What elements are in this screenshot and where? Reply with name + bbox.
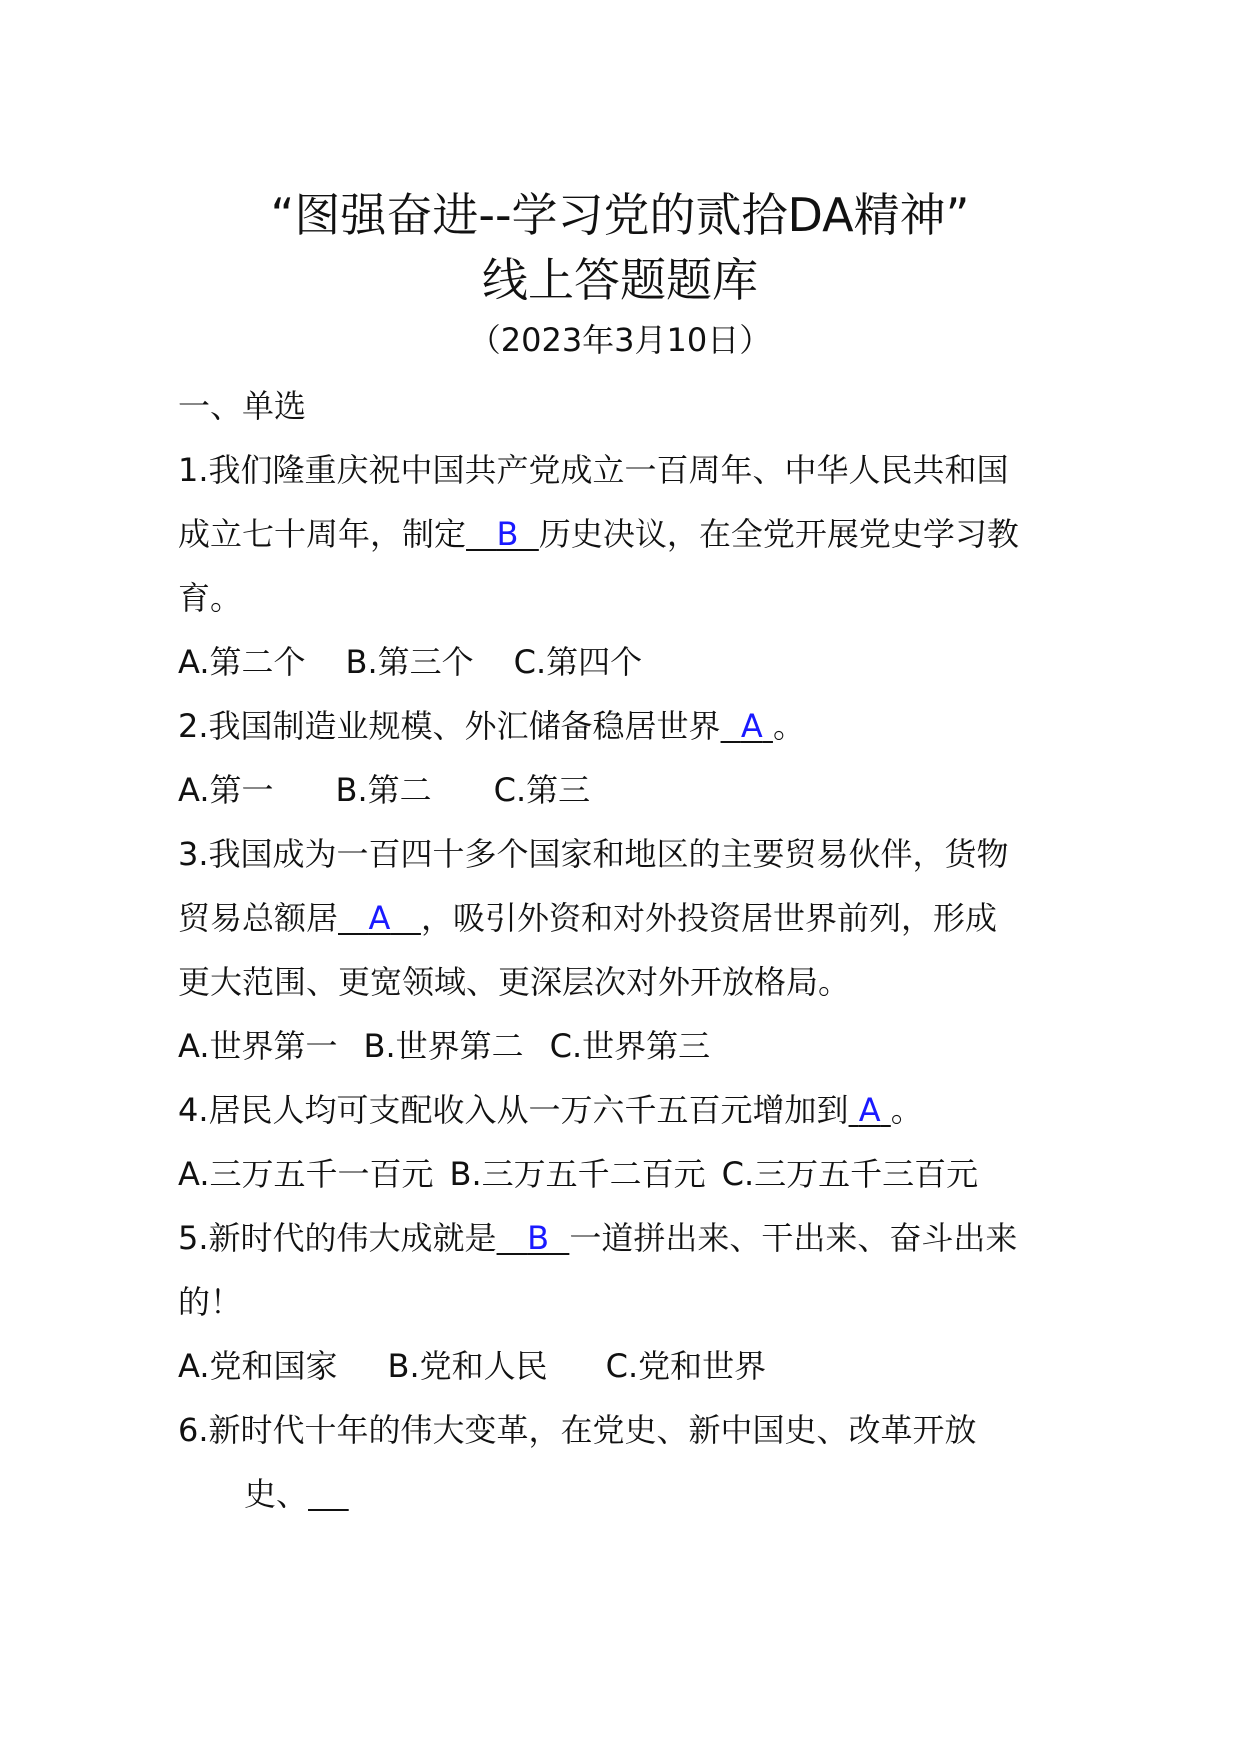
q2-options bbox=[178, 768, 590, 812]
q4-answer-blank bbox=[849, 1088, 891, 1132]
document-date: （2023年3月10日） bbox=[468, 321, 772, 359]
q1-option-b: B.第三个 bbox=[345, 643, 474, 681]
q2-text-post: 。 bbox=[772, 707, 805, 745]
q1-answer: B bbox=[496, 515, 519, 553]
q6-line2 bbox=[244, 1472, 349, 1516]
q2-option-c: C.第三 bbox=[493, 771, 591, 809]
q5-text-post: 一道拼出来、干出来、奋斗出来 bbox=[569, 1219, 1018, 1257]
q4-option-b: B.三万五千二百元 bbox=[449, 1155, 706, 1193]
q2-text-pre: 2.我国制造业规模、外汇储备稳居世界 bbox=[178, 707, 721, 745]
q2-answer-blank bbox=[721, 704, 773, 748]
q3-answer-blank bbox=[338, 896, 421, 940]
q3-text-post: ，吸引外资和对外投资居世界前列，形成 bbox=[420, 899, 997, 937]
q3-line3: 更大范围、更宽领域、更深层次对外开放格局。 bbox=[178, 963, 851, 1001]
q4-answer: A bbox=[858, 1091, 881, 1129]
q3-options bbox=[178, 1024, 710, 1068]
q2-option-b: B.第二 bbox=[335, 771, 432, 809]
q3-option-c: C.世界第三 bbox=[549, 1027, 711, 1065]
q5-text-pre: 5.新时代的伟大成就是 bbox=[178, 1219, 497, 1257]
q5-line1 bbox=[178, 1216, 1017, 1260]
q3-line1: 3.我国成为一百四十多个国家和地区的主要贸易伙伴，货物 bbox=[178, 835, 1009, 873]
q4-line1 bbox=[178, 1088, 923, 1132]
q3-option-b: B.世界第二 bbox=[363, 1027, 524, 1065]
q2-answer: A bbox=[740, 707, 763, 745]
q1-line2 bbox=[178, 512, 1019, 556]
section-heading: 一、单选 bbox=[178, 387, 307, 425]
q5-line2: 的！ bbox=[178, 1283, 243, 1321]
q3-option-a: A.世界第一 bbox=[178, 1027, 338, 1065]
q1-options bbox=[178, 640, 642, 684]
q1-answer-blank bbox=[466, 512, 539, 556]
q4-text-pre: 4.居民人均可支配收入从一万六千五百元增加到 bbox=[178, 1091, 849, 1129]
q5-option-b: B.党和人民 bbox=[387, 1347, 548, 1385]
q3-answer: A bbox=[368, 899, 391, 937]
q1-text-pre: 成立七十周年，制定 bbox=[178, 515, 467, 553]
q3-line2 bbox=[178, 896, 997, 940]
document-subtitle: 线上答题题库 bbox=[482, 253, 758, 307]
q2-line1 bbox=[178, 704, 805, 748]
q5-options bbox=[178, 1344, 766, 1388]
q4-options bbox=[178, 1152, 978, 1196]
q6-answer-blank bbox=[308, 1472, 349, 1516]
q1-text-post: 历史决议，在全党开展党史学习教 bbox=[538, 515, 1019, 553]
q1-option-a: A.第二个 bbox=[178, 643, 306, 681]
q1-line3: 育。 bbox=[178, 579, 243, 617]
q4-text-post: 。 bbox=[890, 1091, 923, 1129]
q1-line1: 1.我们隆重庆祝中国共产党成立一百周年、中华人民共和国 bbox=[178, 451, 1009, 489]
document-title: “图强奋进--学习党的贰拾DA精神” bbox=[270, 188, 970, 242]
q5-answer: B bbox=[527, 1219, 550, 1257]
q1-option-c: C.第四个 bbox=[513, 643, 643, 681]
q2-option-a: A.第一 bbox=[178, 771, 274, 809]
q5-answer-blank bbox=[497, 1216, 570, 1260]
q3-text-pre: 贸易总额居 bbox=[178, 899, 339, 937]
q4-option-c: C.三万五千三百元 bbox=[721, 1155, 979, 1193]
q4-option-a: A.三万五千一百元 bbox=[178, 1155, 434, 1193]
q6-text-pre: 史、 bbox=[244, 1475, 309, 1513]
q6-line1: 6.新时代十年的伟大变革，在党史、新中国史、改革开放 bbox=[178, 1411, 977, 1449]
q5-option-a: A.党和国家 bbox=[178, 1347, 338, 1385]
q5-option-c: C.党和世界 bbox=[605, 1347, 767, 1385]
